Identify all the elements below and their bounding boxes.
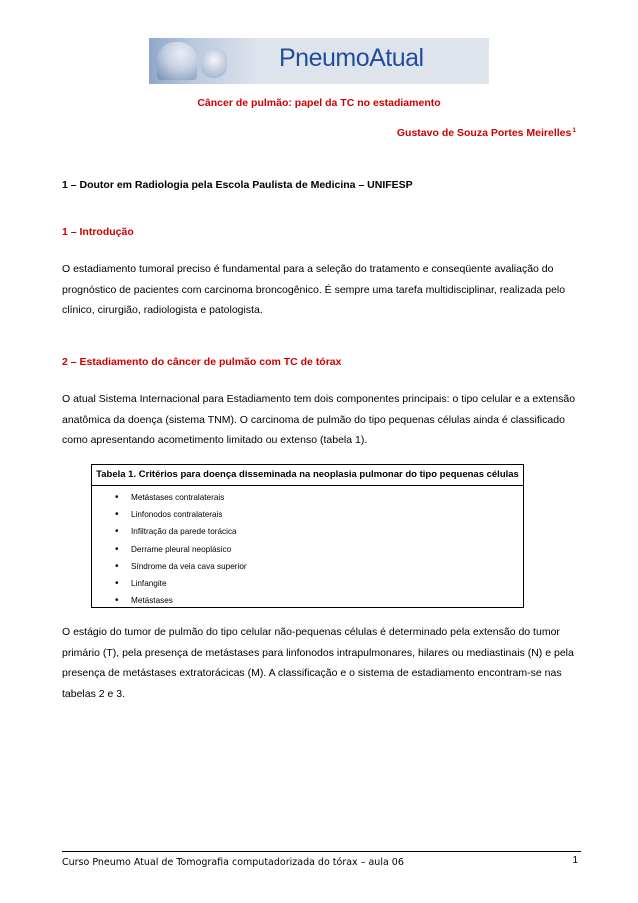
header-banner xyxy=(149,38,489,84)
table-1-item: • Metástases xyxy=(92,592,523,609)
footer-divider xyxy=(62,851,581,852)
doctor-figure xyxy=(157,42,197,80)
banner-photo xyxy=(149,38,257,84)
table-1-item: • Metástases contralaterais xyxy=(92,489,523,506)
table-1-item: • Derrame pleural neoplásico xyxy=(92,541,523,558)
footer-course-text: Curso Pneumo Atual de Tomografia computadorizada do tórax – aula 06 xyxy=(62,857,404,868)
section-heading-staging: 2 – Estadiamento do câncer de pulmão com TC de tórax xyxy=(62,356,342,368)
table-1-list xyxy=(92,489,523,609)
author-affiliation: 1 – Doutor em Radiologia pela Escola Paulista de Medicina – UNIFESP xyxy=(62,179,413,191)
table-1-item: • Linfonodos contralaterais xyxy=(92,506,523,523)
document-title: Câncer de pulmão: papel da TC no estadiamento xyxy=(197,97,441,109)
table-1-caption: Tabela 1. Critérios para doença disseminada na neoplasia pulmonar do tipo pequenas células xyxy=(92,465,523,486)
paragraph-introduction: O estadiamento tumoral preciso é fundamental para a seleção do tratamento e conseqüente avaliação do prognóstico de pacientes com carcinoma broncogênico. É sempre uma tarefa multidisciplinar, realizada pelo clínico, cirurgião, radiologista e patologista. xyxy=(62,263,566,316)
page-number: 1 xyxy=(572,855,578,866)
pneumoatual-logo: PneumoAtual xyxy=(279,44,424,72)
author-name: Gustavo de Souza Portes Meirelles xyxy=(396,127,572,139)
paragraph-staging-1: O atual Sistema Internacional para Estadiamento tem dois componentes principais: o tipo celular e a extensão anatômica da doença (sistema TNM). O carcinoma de pulmão do tipo pequenas células ainda é classificado como apresentando acometimento limitado ou extenso (tabela 1). xyxy=(62,393,576,446)
table-1-item: • Linfangite xyxy=(92,575,523,592)
section-heading-introduction: 1 – Introdução xyxy=(62,226,134,238)
paragraph-staging-2: O estágio do tumor de pulmão do tipo celular não-pequenas células é determinado pela extensão do tumor primário (T), pela presença de metástases para linfonodos intrapulmonares, hilares ou mediastinais (N) e pela presença de metástases extratorácicas (M). A classificação e o sistema de estadiamento encontram-se nas tabelas 2 e 3. xyxy=(62,626,574,700)
patient-figure xyxy=(201,48,227,78)
author-footnote-mark: 1 xyxy=(572,127,576,134)
table-1-item: • Síndrome da veia cava superior xyxy=(92,558,523,575)
table-1 xyxy=(91,464,524,608)
table-1-item: • Infiltração da parede torácica xyxy=(92,523,523,540)
author-line xyxy=(397,127,576,139)
